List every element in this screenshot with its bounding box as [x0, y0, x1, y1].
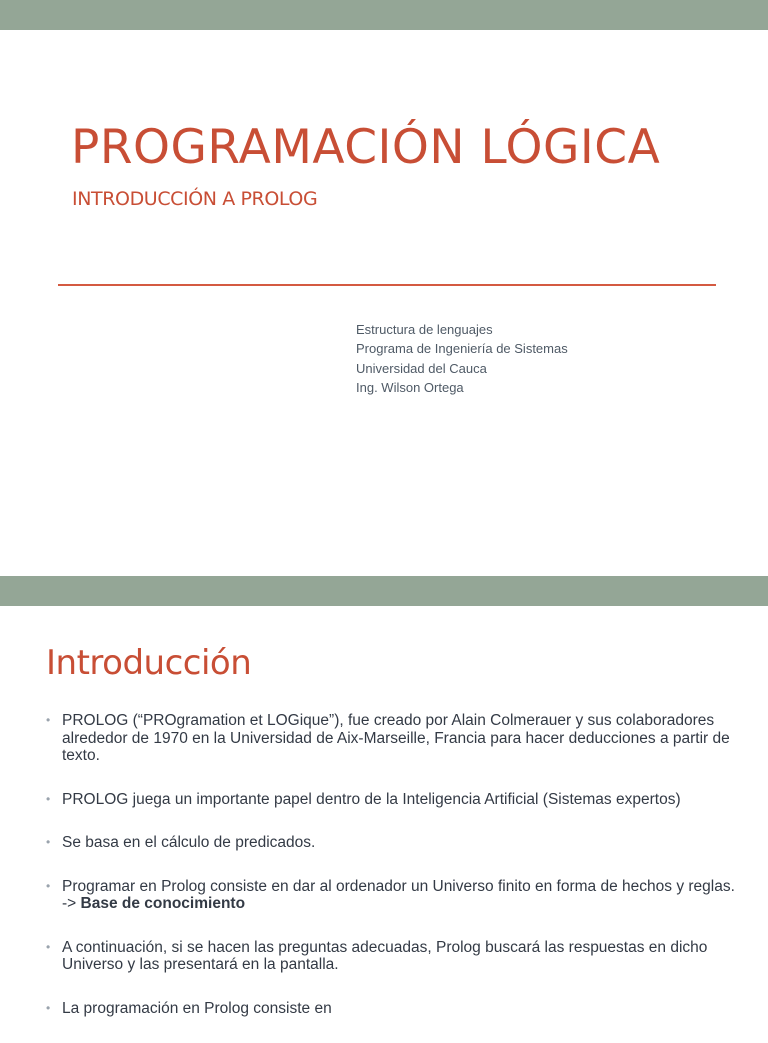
credit-university: Universidad del Cauca: [356, 360, 487, 376]
bullet-text: PROLOG (“PROgramation et LOGique”), fue creado por Alain Colmerauer y sus colaboradores alrededor de 1970 en la Universidad de Aix-Marseille, Francia para hacer deducciones a partir de texto.: [62, 712, 730, 764]
slide-separator-band: [0, 576, 768, 606]
credits-block: [356, 320, 568, 397]
credit-course: Estructura de lenguajes: [356, 322, 493, 337]
title-divider: [58, 284, 716, 286]
bullet-text: Programar en Prolog consiste en dar al ordenador un Universo finito en forma de hechos y reglas. ->: [62, 877, 735, 912]
bullet-icon: •: [46, 939, 51, 954]
top-header-band: [0, 0, 768, 30]
list-item: [46, 939, 736, 974]
list-item: [46, 712, 736, 765]
slide-title: PROGRAMACIÓN LÓGICA: [71, 120, 661, 175]
bullet-icon: •: [46, 1000, 51, 1015]
credit-program: Programa de Ingeniería de Sistemas: [356, 341, 568, 357]
list-item: [46, 1000, 736, 1018]
list-item: [46, 834, 736, 852]
list-item: [46, 791, 736, 809]
bullet-text: Se basa en el cálculo de predicados.: [62, 834, 316, 851]
bullet-icon: •: [46, 791, 51, 806]
bullet-list: [46, 712, 736, 1043]
bullet-text: A continuación, si se hacen las preguntas adecuadas, Prolog buscará las respuestas en dicho Universo y las presentará en la pantalla.: [62, 938, 708, 973]
slide-subtitle: INTRODUCCIÓN A PROLOG: [72, 188, 318, 210]
bullet-text: La programación en Prolog consiste en: [62, 999, 332, 1017]
bullet-icon: •: [46, 835, 51, 849]
credit-author: Ing. Wilson Ortega: [356, 379, 464, 395]
bullet-icon: •: [46, 878, 51, 893]
bullet-icon: •: [46, 713, 51, 727]
bullet-bold-term: Base de conocimiento: [80, 895, 246, 912]
list-item: [46, 878, 736, 913]
section-title: Introducción: [46, 643, 252, 683]
bullet-text: PROLOG juega un importante papel dentro de la Inteligencia Artificial (Sistemas expertos): [62, 790, 681, 808]
